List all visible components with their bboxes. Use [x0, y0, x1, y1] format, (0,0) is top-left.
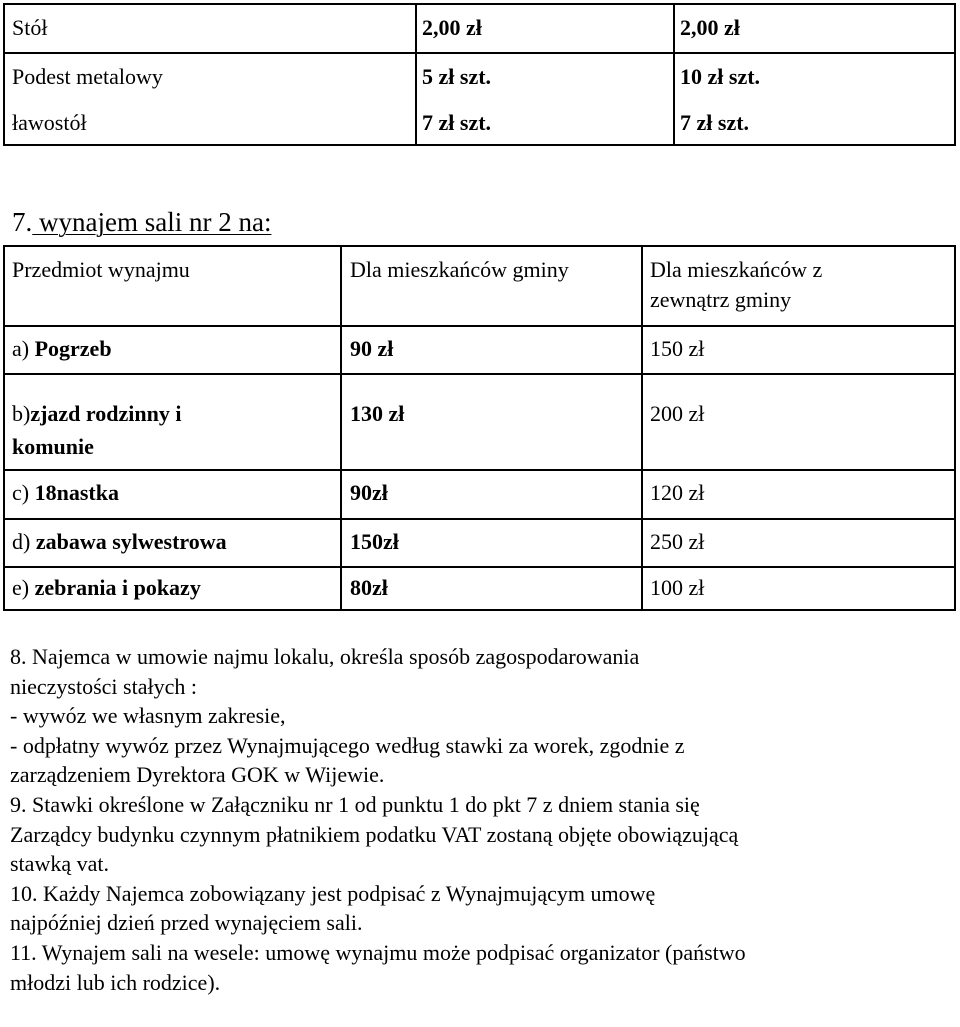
header-nonresident-line2: zewnątrz gminy [650, 287, 792, 312]
rental-item [12, 526, 227, 558]
item-name: zjazd rodzinny i [30, 401, 182, 426]
item-name: zebrania i pokazy [34, 575, 201, 600]
column-divider [340, 247, 342, 609]
resident-price: 80zł [350, 575, 388, 600]
row-divider [5, 469, 954, 471]
item-prefix: a) [12, 336, 35, 361]
terms-text [10, 642, 955, 997]
row-divider [5, 518, 954, 520]
item-prefix: d) [12, 529, 36, 554]
nonresident-price: 10 zł szt. [680, 64, 761, 89]
rental-item [12, 477, 119, 509]
item-name-line2: komunie [12, 434, 94, 459]
section-title: wynajem sali nr 2 na: [32, 207, 272, 237]
item-name: ławostół [12, 110, 87, 135]
text-line: zarządzeniem Dyrektora GOK w Wijewie. [10, 762, 385, 788]
text-line: Zarządcy budynku czynnym płatnikiem podatku VAT zostaną objęte obowiązującą [10, 821, 739, 847]
section-number: 7. [12, 207, 33, 237]
text-line: - odpłatny wywóz przez Wynajmującego według stawki za worek, zgodnie z [10, 732, 685, 758]
text-line: 10. Każdy Najemca zobowiązany jest podpisać z Wynajmującym umowę [10, 880, 656, 906]
header-subject: Przedmiot wynajmu [12, 257, 190, 282]
row-divider [5, 373, 954, 375]
resident-price: 130 zł [350, 401, 405, 426]
item-prefix: c) [12, 480, 35, 505]
price-table-hall-rental [3, 245, 956, 611]
nonresident-price: 2,00 zł [680, 15, 740, 40]
nonresident-price: 7 zł szt. [680, 110, 750, 135]
item-prefix: b) [12, 401, 31, 426]
text-line: nieczystości stałych : [10, 673, 197, 699]
header-nonresident-line1: Dla mieszkańców z [650, 257, 823, 282]
rental-item [12, 398, 181, 430]
rental-item [12, 333, 112, 365]
text-line: 9. Stawki określone w Załączniku nr 1 od punktu 1 do pkt 7 z dniem stania się [10, 791, 700, 817]
nonresident-price: 100 zł [650, 575, 705, 600]
table-row [5, 100, 954, 146]
item-name: zabawa sylwestrowa [35, 529, 227, 554]
nonresident-price: 200 zł [650, 401, 705, 426]
nonresident-price: 120 zł [650, 480, 705, 505]
price-table-equipment [3, 3, 956, 146]
text-line: najpóźniej dzień przed wynajęciem sali. [10, 910, 363, 936]
column-divider [641, 247, 643, 609]
text-line: 8. Najemca w umowie najmu lokalu, określa sposób zagospodarowania [10, 644, 640, 669]
text-line: 11. Wynajem sali na wesele: umowę wynajmu może podpisać organizator (państwo [10, 939, 746, 965]
item-name: Stół [12, 15, 48, 40]
resident-price: 150zł [350, 529, 399, 554]
resident-price: 5 zł szt. [422, 64, 492, 89]
resident-price: 7 zł szt. [422, 110, 492, 135]
table-row [5, 5, 954, 51]
item-name: Pogrzeb [34, 336, 112, 361]
header-resident: Dla mieszkańców gminy [350, 257, 569, 282]
row-divider [5, 325, 954, 327]
nonresident-price: 250 zł [650, 529, 705, 554]
rental-item [12, 572, 201, 604]
item-name: 18nastka [34, 480, 119, 505]
text-line: - wywóz we własnym zakresie, [10, 703, 286, 729]
nonresident-price: 150 zł [650, 336, 705, 361]
text-line: stawką vat. [10, 851, 109, 877]
item-prefix: e) [12, 575, 35, 600]
section-heading [12, 205, 271, 239]
resident-price: 90zł [350, 480, 388, 505]
row-divider [5, 566, 954, 568]
text-line: młodzi lub ich rodzice). [10, 969, 221, 995]
resident-price: 2,00 zł [422, 15, 482, 40]
item-name: Podest metalowy [12, 64, 163, 89]
resident-price: 90 zł [350, 336, 394, 361]
table-row [5, 54, 954, 100]
